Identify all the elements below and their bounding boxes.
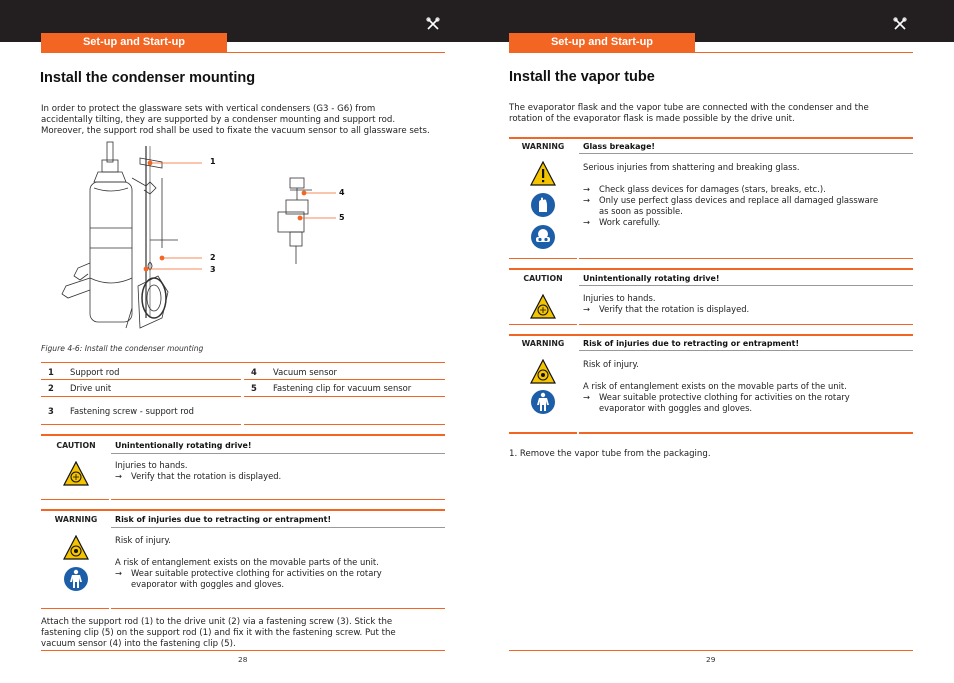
- intro-paragraph: In order to protect the glassware sets with vertical condensers (G3 - G6) from accidentally tilting, they are supported by a condenser mounting and support rod. Moreover, the support rod shall be used to fixate the vacuum sensor to all glassware sets.: [41, 104, 430, 137]
- safety-title: Risk of injuries due to retracting or entrapment!: [583, 339, 800, 348]
- legend-num: 3: [48, 406, 54, 416]
- step-item: 1. Remove the vapor tube from the packaging.: [509, 449, 711, 459]
- callout-3: 3: [210, 265, 216, 274]
- protective-clothing-icon: [63, 566, 89, 592]
- legend-num: 5: [251, 383, 257, 393]
- callout-4: 4: [339, 188, 345, 197]
- page-title: Install the vapor tube: [509, 69, 655, 85]
- condenser-mounting-figure: [50, 138, 360, 333]
- legend-text: Vacuum sensor: [273, 367, 338, 377]
- safety-title: Risk of injuries due to retracting or entrapment!: [115, 515, 332, 524]
- callout-5: 5: [339, 213, 345, 222]
- safety-kind: CAUTION: [523, 274, 563, 283]
- safety-title: Unintentionally rotating drive!: [583, 274, 720, 283]
- legend-num: 4: [251, 367, 257, 377]
- legend-text: Drive unit: [70, 383, 112, 393]
- tools-icon: [426, 17, 440, 31]
- entanglement-warning-icon: [63, 535, 89, 561]
- section-tab: Set-up and Start-up: [41, 33, 227, 53]
- safety-kind: CAUTION: [56, 441, 96, 450]
- legend-text: Support rod: [70, 367, 120, 377]
- hand-rotation-warning-icon: [530, 294, 556, 320]
- page-number: 29: [706, 655, 716, 664]
- intro-paragraph: The evaporator flask and the vapor tube are connected with the condenser and the rotation of the evaporator flask is made possible by the drive unit.: [509, 103, 869, 125]
- legend-num: 1: [48, 367, 54, 377]
- legend-text: Fastening clip for vacuum sensor: [273, 383, 412, 393]
- callout-1: 1: [210, 157, 216, 166]
- tab-rule: [41, 52, 445, 53]
- page-number: 28: [238, 655, 248, 664]
- safety-kind: WARNING: [54, 515, 98, 524]
- hand-rotation-warning-icon: [63, 461, 89, 487]
- general-warning-icon: [530, 161, 556, 187]
- figure-caption: Figure 4-6: Install the condenser mounting: [41, 344, 204, 353]
- protective-clothing-icon: [530, 389, 556, 415]
- goggles-icon: [530, 224, 556, 250]
- page-title: Install the condenser mounting: [40, 70, 256, 86]
- bottom-rule: [509, 650, 913, 651]
- legend-num: 2: [48, 383, 54, 393]
- tab-rule: [509, 52, 913, 53]
- safety-kind: WARNING: [521, 142, 565, 151]
- safety-title: Glass breakage!: [583, 142, 656, 151]
- safety-kind: WARNING: [521, 339, 565, 348]
- legend-text: Fastening screw - support rod: [70, 406, 194, 416]
- callout-2: 2: [210, 253, 216, 262]
- section-tab: Set-up and Start-up: [509, 33, 695, 53]
- gloves-icon: [530, 192, 556, 218]
- bottom-rule: [41, 650, 445, 651]
- entanglement-warning-icon: [530, 359, 556, 385]
- safety-title: Unintentionally rotating drive!: [115, 441, 252, 450]
- tools-icon: [893, 17, 907, 31]
- instruction-paragraph: Attach the support rod (1) to the drive unit (2) via a fastening screw (3). Stick the fastening clip (5) on the support rod (1) and fix it with the fastening screw. Put the vacuum sensor (4) into the fastening clip (5).: [41, 617, 396, 650]
